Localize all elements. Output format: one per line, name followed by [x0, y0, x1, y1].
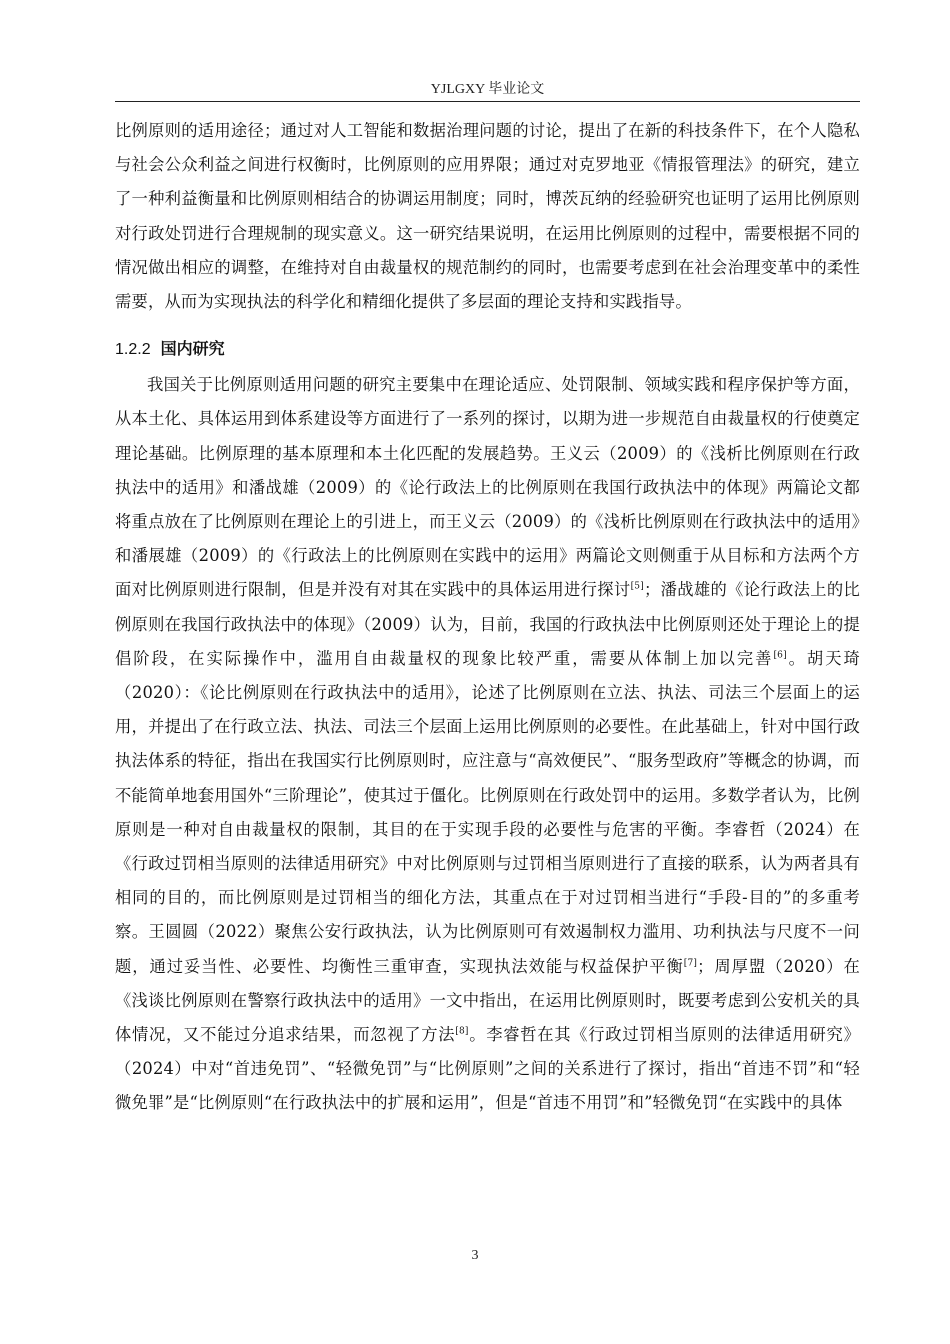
paragraph-text: ；潘战雄的《论行政法上的比例原则在我国行政执法中的体现》（2009）认为，目前，我国的行政执法中比例原则还处于理论上的提倡阶段，在实际操作中，滥用自由裁量权的现象比较严重，需要从体制上加以完善 — [115, 580, 860, 668]
section-number: 1.2.2 — [115, 341, 151, 359]
paragraph-text: 。李睿哲在其《行政过罚相当原则的法律适用研究》（2024）中对“首违免罚”、“轻微免罚”与“比例原则”之间的关系进行了探讨，指出“首违不罚”和“轻微免罪”是“比例原则“在行政执法中的扩展和运用”，但是“首违不用罚”和”轻微免罚“在实践中的具体 — [115, 1025, 860, 1113]
section-title: 国内研究 — [160, 339, 225, 359]
header-rule — [115, 101, 860, 102]
citation-ref[interactable]: [7] — [683, 958, 698, 969]
section-heading — [115, 336, 860, 363]
paragraph-domestic-research — [115, 368, 860, 1120]
page-number: 3 — [471, 1248, 479, 1263]
body-text — [115, 114, 860, 1121]
citation-ref[interactable]: [8] — [455, 1026, 469, 1037]
citation-ref[interactable]: [6] — [773, 650, 787, 661]
paragraph-text: 。胡天琦（2020）：《论比例原则在行政执法中的适用》，论述了比例原则在立法、执法、司法三个层面上的运用，并提出了在行政立法、执法、司法三个层面上运用比例原则的必要性。在此基础上，针对中国行政执法体系的特征，指出在我国实行比例原则时，应注意与“高效便民”、“服务型政府”等概念的协调，而不能简单地套用国外“三阶理论”，使其过于僵化。比例原则在行政处罚中的运用。多数学者认为，比例原则是一种对自由裁量权的限制，其目的在于实现手段的必要性与危害的平衡。李睿哲（2024）在《行政过罚相当原则的法律适用研究》中对比例原则与过罚相当原则进行了直接的联系，认为两者具有相同的目的，而比例原则是过罚相当的细化方法，其重点在于对过罚相当进行“手段-目的”的多重考察。王圆圆（2022）聚焦公安行政执法，认为比例原则可有效遏制权力滥用、功利执法与尺度不一问题，通过妥当性、必要性、均衡性三重审查，实现执法效能与权益保护平衡 — [115, 648, 860, 976]
paragraph-continued — [115, 114, 860, 319]
paragraph-text: 我国关于比例原则适用问题的研究主要集中在理论适应、处罚限制、领域实践和程序保护等方面，从本土化、具体运用到体系建设等方面进行了一系列的探讨，以期为进一步规范自由裁量权的行使奠定理论基础。比例原理的基本原理和本土化匹配的发展趋势。王义云（2009）的《浅析比例原则在行政执法中的适用》和潘战雄（2009）的《论行政法上的比例原则在我国行政执法中的体现》两篇论文都将重点放在了比例原则在理论上的引进上，而王义云（2009）的《浅析比例原则在行政执法中的适用》和潘展雄（2009）的《行政法上的比例原则在实践中的运用》两篇论文则侧重于从目标和方法两个方面对比例原则进行限制，但是并没有对其在实践中的具体运用进行探讨 — [115, 375, 860, 600]
paragraph-text: 比例原则的适用途径；通过对人工智能和数据治理问题的讨论，提出了在新的科技条件下，在个人隐私与社会公众利益之间进行权衡时，比例原则的应用界限；通过对克罗地亚《情报管理法》的研究，建立了一种利益衡量和比例原则相结合的协调运用制度；同时，博茨瓦纳的经验研究也证明了运用比例原则对行政处罚进行合理规制的现实意义。这一研究结果说明，在运用比例原则的过程中，需要根据不同的情况做出相应的调整，在维持对自由裁量权的规范制约的同时，也需要考虑到在社会治理变革中的柔性需要，从而为实现执法的科学化和精细化提供了多层面的理论支持和实践指导。 — [115, 121, 860, 312]
paragraph-text: ；周厚盟（2020）在《浅谈比例原则在警察行政执法中的适用》一文中指出，在运用比例原则时，既要考虑到公安机关的具体情况，又不能过分追求结果，而忽视了方法 — [115, 956, 861, 1045]
running-header: YJLGXY 毕业论文 — [430, 82, 545, 97]
citation-ref[interactable]: [5] — [630, 582, 644, 593]
